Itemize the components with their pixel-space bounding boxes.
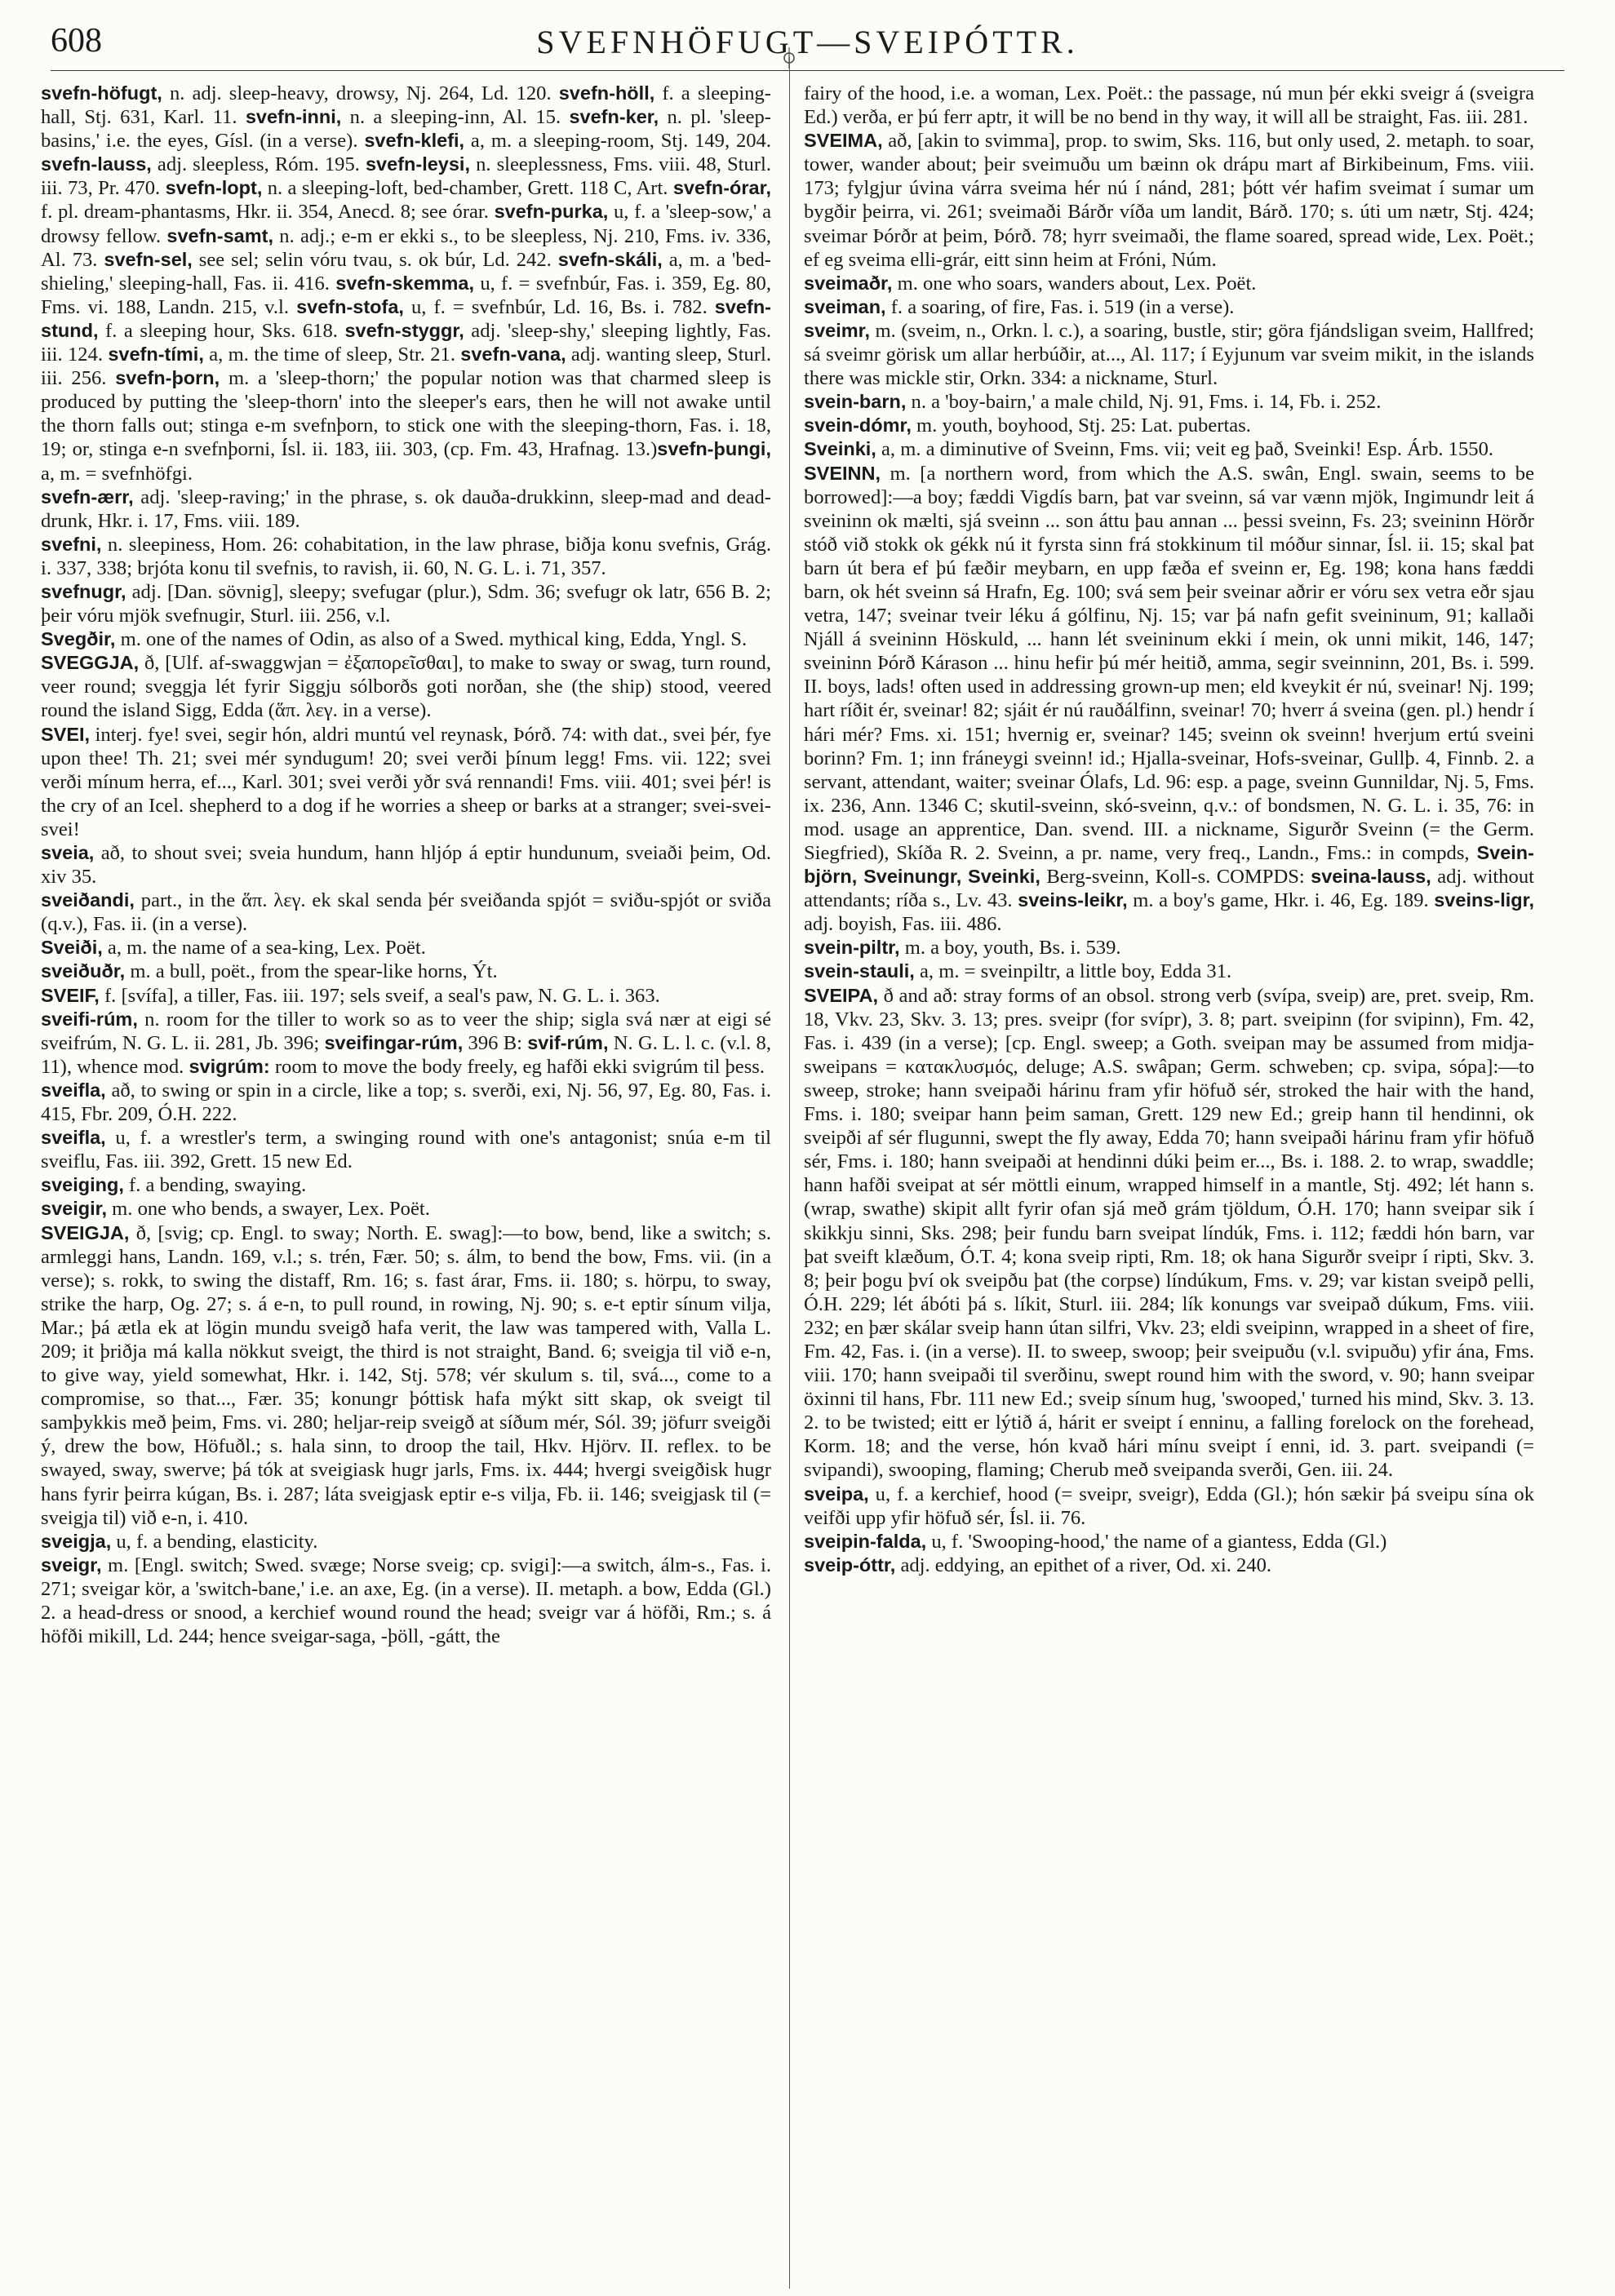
- right-column: [804, 82, 1534, 1577]
- definition-text: adj. sleepless, Róm. 195.: [151, 153, 366, 176]
- dictionary-entry: [804, 272, 1534, 295]
- dictionary-entry: [804, 936, 1534, 960]
- dictionary-entry: [41, 651, 771, 722]
- headword: svigrúm:: [189, 1055, 270, 1077]
- dictionary-entry: [41, 533, 771, 580]
- definition-text: u, f. 'Swooping-hood,' the name of a giantess, Edda (Gl.): [926, 1530, 1387, 1553]
- headword: Sveinki,: [804, 438, 876, 460]
- headword: SVEIGJA,: [41, 1221, 130, 1243]
- definition-text: u, f. = svefnbúr, Ld. 16, Bs. i. 782.: [403, 295, 715, 318]
- headword: SVEINN,: [804, 462, 881, 484]
- definition-text: n. pl. 'sleep-basins,' i.e. the eyes, Gísl. (in a verse).: [41, 106, 771, 153]
- definition-text: m. [Engl. switch; Swed. svæge; Norse sveig; cp. svigi]:—a switch, álm-s., Fas. i. 271; sveigar kör, a 'switch-bane,' i.e. an axe, Eg. (in a verse). II. metaph. a bow, Edda (Gl.) 2. a head-dress or snood, a kerchief wound round the head; sveigr var á höfði, Rm.; s. á höfði mikill, Ld. 244; hence sveigar-saga, -þöll, -gátt, the: [41, 1554, 771, 1648]
- definition-text: interj. fye! svei, segir hón, aldri muntú vel reynask, Þórð. 74: with dat., svei þér, fye upon thee! Th. 21; svei mér syndugum! 20; svei verði þínum legg! Fms. vii. 122; svei verði mínum herra, ef..., Karl. 301; svei verði yðr svá rennandi! Fms. viii. 401; svei þér! is the cry of an Icel. shepherd to a dog if he worries a sheep or barks at a stranger; svei-svei-svei!: [41, 723, 771, 840]
- definition-text: adj. boyish, Fas. iii. 486.: [804, 913, 1002, 936]
- dictionary-entry: [41, 82, 771, 485]
- dictionary-entry: [41, 1197, 771, 1221]
- dictionary-entry: [804, 295, 1534, 319]
- definition-text: u, f. a 'sleep-sow,' a drowsy fellow.: [41, 201, 771, 247]
- definition-text: see sel; selin vóru tvau, s. ok búr, Ld. 242.: [192, 248, 558, 271]
- definition-text: adj. 'sleep-raving;' in the phrase, s. ok dauða-drukkinn, sleep-mad and dead-drunk, Hkr. i. 17, Fms. viii. 189.: [41, 485, 771, 532]
- dictionary-entry: [804, 82, 1534, 129]
- column-divider: [789, 57, 790, 2289]
- headword: svein-barn,: [804, 391, 907, 413]
- definition-text: n. adj.; e-m er ekki s., to be sleepless, Nj. 210, Fms. iv. 336, Al. 73.: [41, 224, 771, 271]
- dictionary-entry: [41, 580, 771, 627]
- definition-text: u, f. a wrestler's term, a swinging round with one's antagonist; snúa e-m til sveiflu, Fas. iii. 392, Grett. 15 new Ed.: [41, 1127, 771, 1173]
- headword: svein-dómr,: [804, 414, 912, 437]
- dictionary-entry: [41, 1079, 771, 1126]
- dictionary-entry: [804, 1483, 1534, 1530]
- header-rule: [51, 70, 1564, 71]
- definition-text: a, m. a sleeping-room, Stj. 149, 204.: [464, 130, 771, 153]
- dictionary-entry: [41, 627, 771, 651]
- headword: SVEIF,: [41, 984, 100, 1006]
- definition-text: a, m. a 'bed-shieling,' sleeping-hall, Fas. ii. 416.: [41, 248, 771, 295]
- definition-text: að, [akin to svimma], prop. to swim, Sks. 116, but only used, 2. metaph. to soar, tower, wander about; þeir sveimuðu um bæinn ok drápu mart af Birkibeinum, Fms. viii. 173; fylgjur úvina várra sveima hér nú í nánd, 281; þótt vér hafim sveimat í sumar um bygðir þeirra, vi. 261; sveimaði Bárðr víða um landit, Bárð. 170; s. úti um nætr, Stj. 424; sveimar Þórðr at þeim, Þórð. 78; hyrr sveimaði, the flame soared, spread wide, Lex. Poët.; ef eg sveima elli-grár, eitt sinn heim at Fróni, Núm.: [804, 130, 1534, 271]
- headword: sveip-óttr,: [804, 1554, 896, 1576]
- headword: sveigja,: [41, 1530, 112, 1552]
- definition-text: u, f. a kerchief, hood (= sveipr, sveigr), Edda (Gl.); hón sækir þá sveipu sína ok veifði upp yfir höfuð sér, Ísl. ii. 76.: [804, 1483, 1534, 1529]
- headword: Sveiði,: [41, 937, 103, 959]
- dictionary-entry: [804, 437, 1534, 461]
- headword: svefn-lopt,: [165, 177, 263, 199]
- headword: svefn-purka,: [494, 201, 609, 223]
- headword: svefn-lauss,: [41, 153, 152, 175]
- definition-text: adj. eddying, an epithet of a river, Od. xi. 240.: [895, 1554, 1272, 1576]
- definition-text: part., in the ἅπ. λεγ. ek skal senda þér sveiðanda spjót = sviðu-spjót or sviða (q.v.), Fas. ii. (in a verse).: [41, 889, 771, 936]
- dictionary-entry: [804, 960, 1534, 983]
- headword: svein-stauli,: [804, 960, 915, 982]
- dictionary-entry: [41, 984, 771, 1008]
- headword: svefnugr,: [41, 580, 126, 602]
- definition-text: m. one who bends, a swayer, Lex. Poët.: [107, 1198, 430, 1221]
- definition-text: adj. without attendants; ríða s., Lv. 43.: [804, 866, 1534, 912]
- headword: sveiðandi,: [41, 889, 135, 911]
- definition-text: a, m. the name of a sea-king, Lex. Poët.: [102, 937, 426, 960]
- headword: Svein-björn, Sveinungr, Sveinki,: [804, 842, 1534, 888]
- dictionary-entry: [804, 129, 1534, 272]
- dictionary-entry: [41, 889, 771, 936]
- definition-text: n. room for the tiller to work so as to veer the ship; sigla svá nær at eigi sé sveifrúm, N. G. L. ii. 281, Jb. 396;: [41, 1008, 771, 1054]
- dictionary-entry: [41, 1554, 771, 1648]
- definition-text: m. a 'sleep-thorn;' the popular notion was that charmed sleep is produced by putting the 'sleep-thorn' into the sleeper's ears, then he will not awake until the thorn falls out; stinga e-m svefnþorn, to stick one with the sleeping-thorn, Fas. i. 18, 19; or, stinga e-n svefnþorni, Ísl. ii. 183, iii. 303, (cp. Fm. 43, Hrafnag. 13.): [41, 367, 771, 461]
- headword: svefn-ker,: [569, 106, 659, 128]
- definition-text: ð, [svig; cp. Engl. to sway; North. E. swag]:—to bow, bend, like a switch; s. armleggi hans, Landn. 169, v.l.; s. trén, Fær. 50; s. álm, to bend the bow, Fms. vii. (in a verse); s. rokk, to swing the distaff, Rm. 16; s. fast árar, Fms. ii. 180; s. hörpu, to sway, strike the harp, Og. 27; s. á e-n, to pull round, in rowing, Nj. 90; s. e-t eptir sínum vilja, Mar.; þá ætla ek at lögin mundu sveigð hafa verit, the law was tampered with, Valla L. 209; it þriðja má kalla nökkut sveigt, the third is not straight, Band. 6; sveigja til við e-n, to give way, yield somewhat, Hkr. i. 142, Stj. 578; vér skulum s. til, svá..., come to a compromise, so that..., Fær. 35; konungr þóttisk hafa mýkt sitt skap, ok sveigt til samþykkis með þeim, Fms. vi. 280; heljar-reip sveigð at síðum mér, Sól. 39; jöfurr sveigði ý, drew the bow, Höfuðl.; s. hala sinn, to droop the tail, Hkv. Hjörv. II. reflex. to be swayed, sway, swerve; þá tók at sveigiask hugr jarls, Fms. ix. 444; hvergi sveigðisk hugr hans fyrir þeirra kúgan, Bs. i. 287; láta sveigjask eptir e-s vilja, Fb. ii. 146; sveigjask til (= sveigja til) við e-n, i. 410.: [41, 1221, 771, 1529]
- dictionary-entry: [41, 1008, 771, 1079]
- headword: svefn-klefi,: [364, 130, 465, 152]
- definition-text: room to move the body freely, eg hafði ekki svigrúm til þess.: [269, 1055, 765, 1078]
- headword: sveifi-rúm,: [41, 1008, 138, 1030]
- headword: sveiðuðr,: [41, 960, 126, 982]
- definition-text: m. one who soars, wanders about, Lex. Poët.: [892, 272, 1257, 295]
- headword: sveigir,: [41, 1198, 107, 1220]
- headword: sveimaðr,: [804, 272, 893, 294]
- definition-text: n. sleeplessness, Fms. viii. 48, Sturl. iii. 73, Pr. 470.: [41, 153, 771, 200]
- headword: sveia,: [41, 842, 95, 863]
- definition-text: að, to swing or spin in a circle, like a top; s. sverði, exi, Nj. 56, 97, Eg. 80, Fas. i. 415, Fbr. 209, Ó.H. 222.: [41, 1079, 771, 1126]
- definition-text: a, m. the time of sleep, Str. 21.: [203, 344, 461, 366]
- definition-text: u, f. = svefnbúr, Fas. i. 359, Eg. 80, Fms. vi. 188, Landn. 215, v.l.: [41, 272, 771, 318]
- definition-text: a, m. = svefnhöfgi.: [41, 462, 193, 485]
- definition-text: adj. 'sleep-shy,' sleeping lightly, Fas. iii. 124.: [41, 319, 771, 366]
- headword: sveipin-falda,: [804, 1530, 927, 1552]
- headword: sveiging,: [41, 1174, 124, 1196]
- definition-text: m. (sveim, n., Orkn. l. c.), a soaring, bustle, stir; göra fjándsligan sveim, Hallfred; sá sveimr görisk um allar herbúðir, at..., Al. 117; í Eyjunum var sveim mikit, in the islands there was mickle stir, Orkn. 334: a nickname, Sturl.: [804, 319, 1534, 390]
- headword: svefn-höll,: [558, 82, 655, 104]
- dictionary-entry: [804, 390, 1534, 414]
- headword: SVEIPA,: [804, 984, 878, 1006]
- definition-text: a, m. = sveinpiltr, a little boy, Edda 31.: [914, 960, 1232, 983]
- definition-text: n. a sleeping-loft, bed-chamber, Grett. 118 C, Art.: [262, 177, 673, 200]
- definition-text: n. sleepiness, Hom. 26: cohabitation, in the law phrase, biðja konu svefnis, Grág. i. 337, 338; brjóta konu til svefnis, to ravish, ii. 60, N. G. L. i. 71, 357.: [41, 533, 771, 579]
- headword: svein-piltr,: [804, 937, 900, 959]
- definition-text: n. a sleeping-inn, Al. 15.: [341, 106, 570, 129]
- definition-text: m. a boy's game, Hkr. i. 46, Eg. 189.: [1127, 889, 1435, 912]
- headword: sveifla,: [41, 1079, 106, 1101]
- headword: svefn-órar,: [672, 177, 771, 199]
- page-number: 608: [51, 22, 102, 60]
- headword: sveins-ligr,: [1434, 889, 1535, 911]
- dictionary-entry: [41, 1173, 771, 1197]
- definition-text: n. adj. sleep-heavy, drowsy, Nj. 264, Ld. 120.: [162, 82, 559, 104]
- definition-text: m. a boy, youth, Bs. i. 539.: [899, 937, 1121, 960]
- headword: svefn-leysi,: [365, 153, 470, 175]
- definition-text: adj. wanting sleep, Sturl. iii. 256.: [41, 344, 771, 390]
- headword: svefn-sel,: [104, 248, 193, 270]
- headword: sveifla,: [41, 1127, 106, 1149]
- definition-text: m. [a northern word, from which the A.S. swân, Engl. swain, seems to be borrowed]:—a boy; fæddi Vigdís barn, þat var sveinn, sá var vænn mjök, Ingimundr leit á sveininn ok mælti, sjá sveinn ... son áttu þau annan ... þessi sveinn, Fs. 23; sveininn Hörðr stóð við stokk ok gékk nú it fyrsta sinn frá stokkinum til móður sinnar, Ísl. ii. 15; skal þat barn út bera ef þú fæðir meybarn, en upp fæða ef sveinn er, Eg. 198; kona hans fæddi barn, ok hét sveinn sá Hrafn, Eg. 100; svá sem þeir sveinar aðrir er vóru sex vetra eðr sjau vetra, 147; sveinar tveir léku á gólfinu, Nj. 15; var þá nafn gefit sveininum, 91; kallaði Njáll á sveininn Höskuld, ... hann lét sveininum ekki í mein, ok unni mikit, 146, 147; sveininn Þórð Kárason ... hinu hefir þú mér heitið, amma, segir sveinninn, 201, Bs. i. 599. II. boys, lads! often used in addressing grown-up men; eld kveykit ér nú, sveinar! Nj. 199; hart ríðit ér, sveinar! 82; sjáit ér nú rauðálfinn, sveinar! 70; hverr á sveina (gen. pl.) hendr í hári mér? Fms. xi. 151; hvernig er, sveinar? 145; sveinn ok sveinn! hverjum ertú sveini borinn? Fm. 1; inn fráneygi sveinn! id.; Hjalla-sveinar, Hofs-sveinar, Gullþ. 4, Finnb. 2. a servant, attendant, waiter; sveinar Ólafs, Ld. 96: esp. a page, sveinn Gunnildar, Nj. 5, Fms. ix. 236, Ann. 1346 C; skutil-sveinn, skó-sveinn, q.v.: of bondsmen, N. G. L. i. 35, 76: in mod. usage an apprentice, Dan. svend. III. a nickname, Sigurðr Sveinn (= the Germ. Siegfried), Skíða R. 2. Sveinn, a pr. name, very freq., Landn., Fms.: in compds,: [804, 462, 1534, 864]
- headword: SVEGGJA,: [41, 652, 140, 674]
- headword: svefn-ærr,: [41, 485, 134, 508]
- definition-text: u, f. a bending, elasticity.: [111, 1530, 318, 1553]
- dictionary-entry: [804, 462, 1534, 937]
- headword: svefn-inni,: [245, 106, 342, 128]
- definition-text: m. youth, boyhood, Stj. 25: Lat. pubertas.: [911, 414, 1251, 437]
- dictionary-entry: [804, 319, 1534, 390]
- definition-text: adj. [Dan. sövnig], sleepy; svefugar (plur.), Sdm. 36; svefugr ok latr, 656 B. 2; þeir vóru mjök svefnugir, Sturl. iii. 256, v.l.: [41, 580, 771, 627]
- headword: svefn-samt,: [166, 224, 273, 246]
- dictionary-entry: [41, 1221, 771, 1530]
- headword: sveimr,: [804, 319, 871, 341]
- definition-text: f. a sleeping-hall, Stj. 631, Karl. 11.: [41, 82, 771, 129]
- headword: svefn-vana,: [460, 344, 566, 366]
- running-head: SVEFNHÖFUGT—SVEIPÓTTR.: [536, 24, 1079, 60]
- headword: svefn-höfugt,: [41, 82, 162, 104]
- left-column: [41, 82, 771, 1648]
- definition-text: a, m. a diminutive of Sveinn, Fms. vii; veit eg það, Sveinki! Esp. Árb. 1550.: [876, 438, 1494, 461]
- dictionary-entry: [804, 414, 1534, 437]
- dictionary-entry: [804, 1554, 1534, 1577]
- headword: sveigr,: [41, 1554, 102, 1576]
- headword: svefn-tími,: [108, 344, 204, 366]
- definition-text: f. a sleeping hour, Sks. 618.: [98, 319, 345, 342]
- headword: Svegðir,: [41, 628, 116, 650]
- headword: svefn-skáli,: [557, 248, 663, 270]
- dictionary-entry: [41, 936, 771, 960]
- headword: sveifingar-rúm,: [324, 1031, 464, 1053]
- definition-text: m. one of the names of Odin, as also of a Swed. mythical king, Edda, Yngl. S.: [115, 628, 748, 651]
- headword: SVEI,: [41, 723, 91, 745]
- definition-text: m. a bull, poët., from the spear-like horns, Ýt.: [125, 960, 498, 983]
- headword: svefn-stofa,: [296, 295, 404, 317]
- headword: sveipa,: [804, 1483, 869, 1505]
- definition-text: 396 B:: [463, 1031, 528, 1054]
- dictionary-entry: [804, 1530, 1534, 1554]
- dictionary-entry: [804, 984, 1534, 1483]
- headword: sveina-lauss,: [1311, 866, 1431, 888]
- headword: svefn-skemma,: [335, 272, 475, 294]
- headword: svif-rúm,: [527, 1031, 609, 1053]
- dictionary-entry: [41, 1530, 771, 1554]
- headword: svefn-þungi,: [657, 438, 771, 460]
- dictionary-entry: [41, 960, 771, 983]
- definition-text: Berg-sveinn, Koll-s. COMPDS:: [1040, 866, 1311, 889]
- definition-text: N. G. L. l. c. (v.l. 8, 11), whence mod.: [41, 1031, 771, 1078]
- definition-text: fairy of the hood, i.e. a woman, Lex. Poët.: the passage, nú mun þér ekki sveigr á (sveigra Ed.) verða, er þú ferr aptr, it will be no bend in thy way, it will all be straight, Fas. iii. 281.: [804, 82, 1534, 129]
- definition-text: að, to shout svei; sveia hundum, hann hljóp á eptir hundunum, sveiaði þeim, Od. xiv 35.: [41, 842, 771, 889]
- headword: svefni,: [41, 533, 102, 555]
- headword: svefn-stund,: [41, 295, 771, 341]
- dictionary-entry: [41, 1126, 771, 1173]
- definition-text: f. a bending, swaying.: [123, 1174, 307, 1197]
- definition-text: n. a 'boy-bairn,' a male child, Nj. 91, Fms. i. 14, Fb. i. 252.: [906, 391, 1382, 414]
- definition-text: ð and að: stray forms of an obsol. strong verb (svípa, sveip) are, pret. sveip, Rm. 18, Vkv. 23, Skv. 3. 13; pres. sveipr (for svípr), 3. 8; part. sveipinn (for svipinn), Fm. 42, Fas. i. 439 (in a verse); [cp. Engl. sweep; a Goth. sveipan may be assumed from midja-sweipans = κατακλυσμός, deluge; A.S. swâpan; Germ. schweben; cp. svipa, sópa]:—to sweep, stroke; hann sveipaði hárinu fram yfir höfuð sér, stroked the hair with the hand, Fms. i. 180; sveipar hann þeim saman, Grett. 129 new Ed.; greip hann til hendinni, ok sveipði af sér flugunni, swept the fly away, Edda 70; hann sveipaði hárinu fram yfir höfuð sér, Fms. i. 180; hann sveipaði at hendinni dúki þeim er..., Bs. i. 188. 2. to wrap, swaddle; hann hafði sveipat at sér möttli einum, wrapped himself in a mantle, Stj. 492; lét hann s. (wrap, swathe) skipit allt fyrir ofan sjá með grám tjöldum, Ó.H. 170; hann sveipar sik í skikkju sinni, Sks. 298; þeir fundu barn sveipat líndúk, Fms. i. 112; fæddi hón barn, var þat sveift klæðum, Ó.T. 4; kona sveip ripti, Rm. 18; ok hana Sigurðr sveipr í ripti, Skv. 3. 8; þeir þogu því ok sveipðu þat (the corpse) líndúkum, Fms. v. 29; var kistan sveipð pelli, Ó.H. 229; lét ábóti þá s. líkit, Sturl. iii. 284; lík konungs var sveipað dúkum, Fms. viii. 232; en þær skálar sveip hann útan silfri, Vkv. 23; eldi sveipinn, wrapped in a sheet of fire, Fm. 42, Fas. i. (in a verse). II. to sweep, swoop; þeir sveipuðu (v.l. svipuðu) yfir ána, Fms. viii. 170; hann sveipaði til sverðinu, swept round him with the sword, v. 90; hann sveipar öxinni til hans, Fbr. 111 new Ed.; sveip sínum hug, 'swooped,' turned his mind, Skv. 3. 13. 2. to be twisted; eitt er lýtið á, hárit er sveipt í enninu, a falling forelock on the forehead, Korm. 18; and the verse, hón kvað hári mínu sveipt í enni, id. 3. part. sveipandi (= svipandi), swooping, flaming; Cherub með sveipanda sverði, Gen. iii. 24.: [804, 984, 1534, 1482]
- page-header: [51, 15, 1564, 67]
- headword: sveiman,: [804, 295, 886, 317]
- headword: sveins-leikr,: [1018, 889, 1128, 911]
- definition-text: f. pl. dream-phantasms, Hkr. ii. 354, Anecd. 8; see órar.: [41, 201, 495, 224]
- headword: svefn-styggr,: [344, 319, 464, 341]
- definition-text: f. [svífa], a tiller, Fas. iii. 197; sels sveif, a seal's paw, N. G. L. i. 363.: [99, 984, 660, 1007]
- dictionary-entry: [41, 485, 771, 533]
- headword: svefn-þorn,: [115, 367, 220, 389]
- definition-text: f. a soaring, of fire, Fas. i. 519 (in a verse).: [885, 295, 1235, 318]
- definition-text: ð, [Ulf. af-swaggwjan = ἐξαπορεῖσθαι], to make to sway or swag, turn round, veer round; sveggja lét fyrir Siggju sólborðs goti norðan, she (the ship) stood, veered round the island Sigg, Edda (ἅπ. λεγ. in a verse).: [41, 652, 771, 722]
- dictionary-entry: [41, 723, 771, 841]
- headword: SVEIMA,: [804, 130, 883, 152]
- dictionary-entry: [41, 841, 771, 889]
